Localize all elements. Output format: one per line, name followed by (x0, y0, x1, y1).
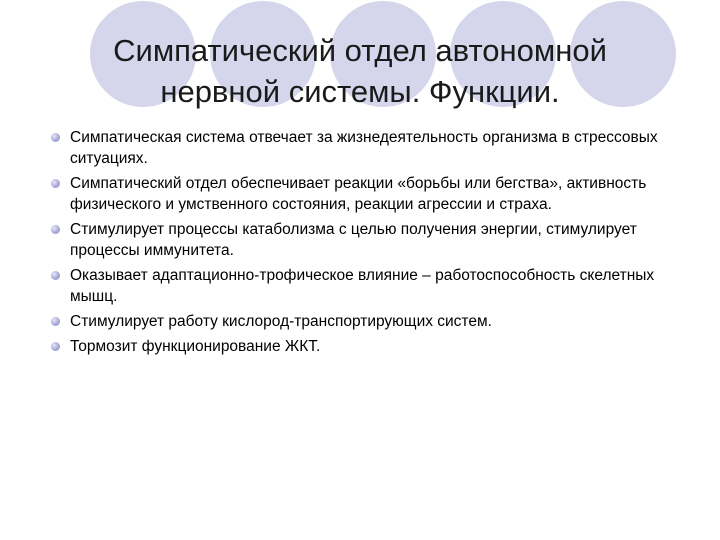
bullet-text: Стимулирует работу кислород-транспортирующих систем. (70, 313, 492, 330)
bullet-text: Стимулирует процессы катаболизма с целью получения энергии, стимулирует процессы иммунитета. (70, 221, 637, 259)
bullet-text: Тормозит функционирование ЖКТ. (70, 338, 321, 355)
bullet-icon (51, 225, 60, 234)
bullet-item (51, 311, 671, 332)
bullet-text: Оказывает адаптационно-трофическое влияние – работоспособность скелетных мышц. (70, 267, 655, 305)
bullet-item (51, 127, 671, 169)
bullet-item (51, 265, 671, 307)
bullet-icon (51, 342, 60, 351)
bullet-text: Симпатическая система отвечает за жизнедеятельность организма в стрессовых ситуациях. (70, 129, 658, 167)
slide-title-line-1: Симпатический отдел автономной (113, 33, 607, 68)
bullet-item (51, 219, 671, 261)
slide-title (40, 30, 680, 112)
bullet-icon (51, 179, 60, 188)
slide-title-line-2: нервной системы. Функции. (160, 74, 560, 109)
bullet-item (51, 336, 671, 357)
bullet-item (51, 173, 671, 215)
bullet-list (51, 127, 671, 361)
bullet-text: Симпатический отдел обеспечивает реакции «борьбы или бегства», активность физического и умственного состояния, реакции агрессии и страха. (70, 175, 647, 213)
bullet-icon (51, 271, 60, 280)
bullet-icon (51, 133, 60, 142)
bullet-icon (51, 317, 60, 326)
